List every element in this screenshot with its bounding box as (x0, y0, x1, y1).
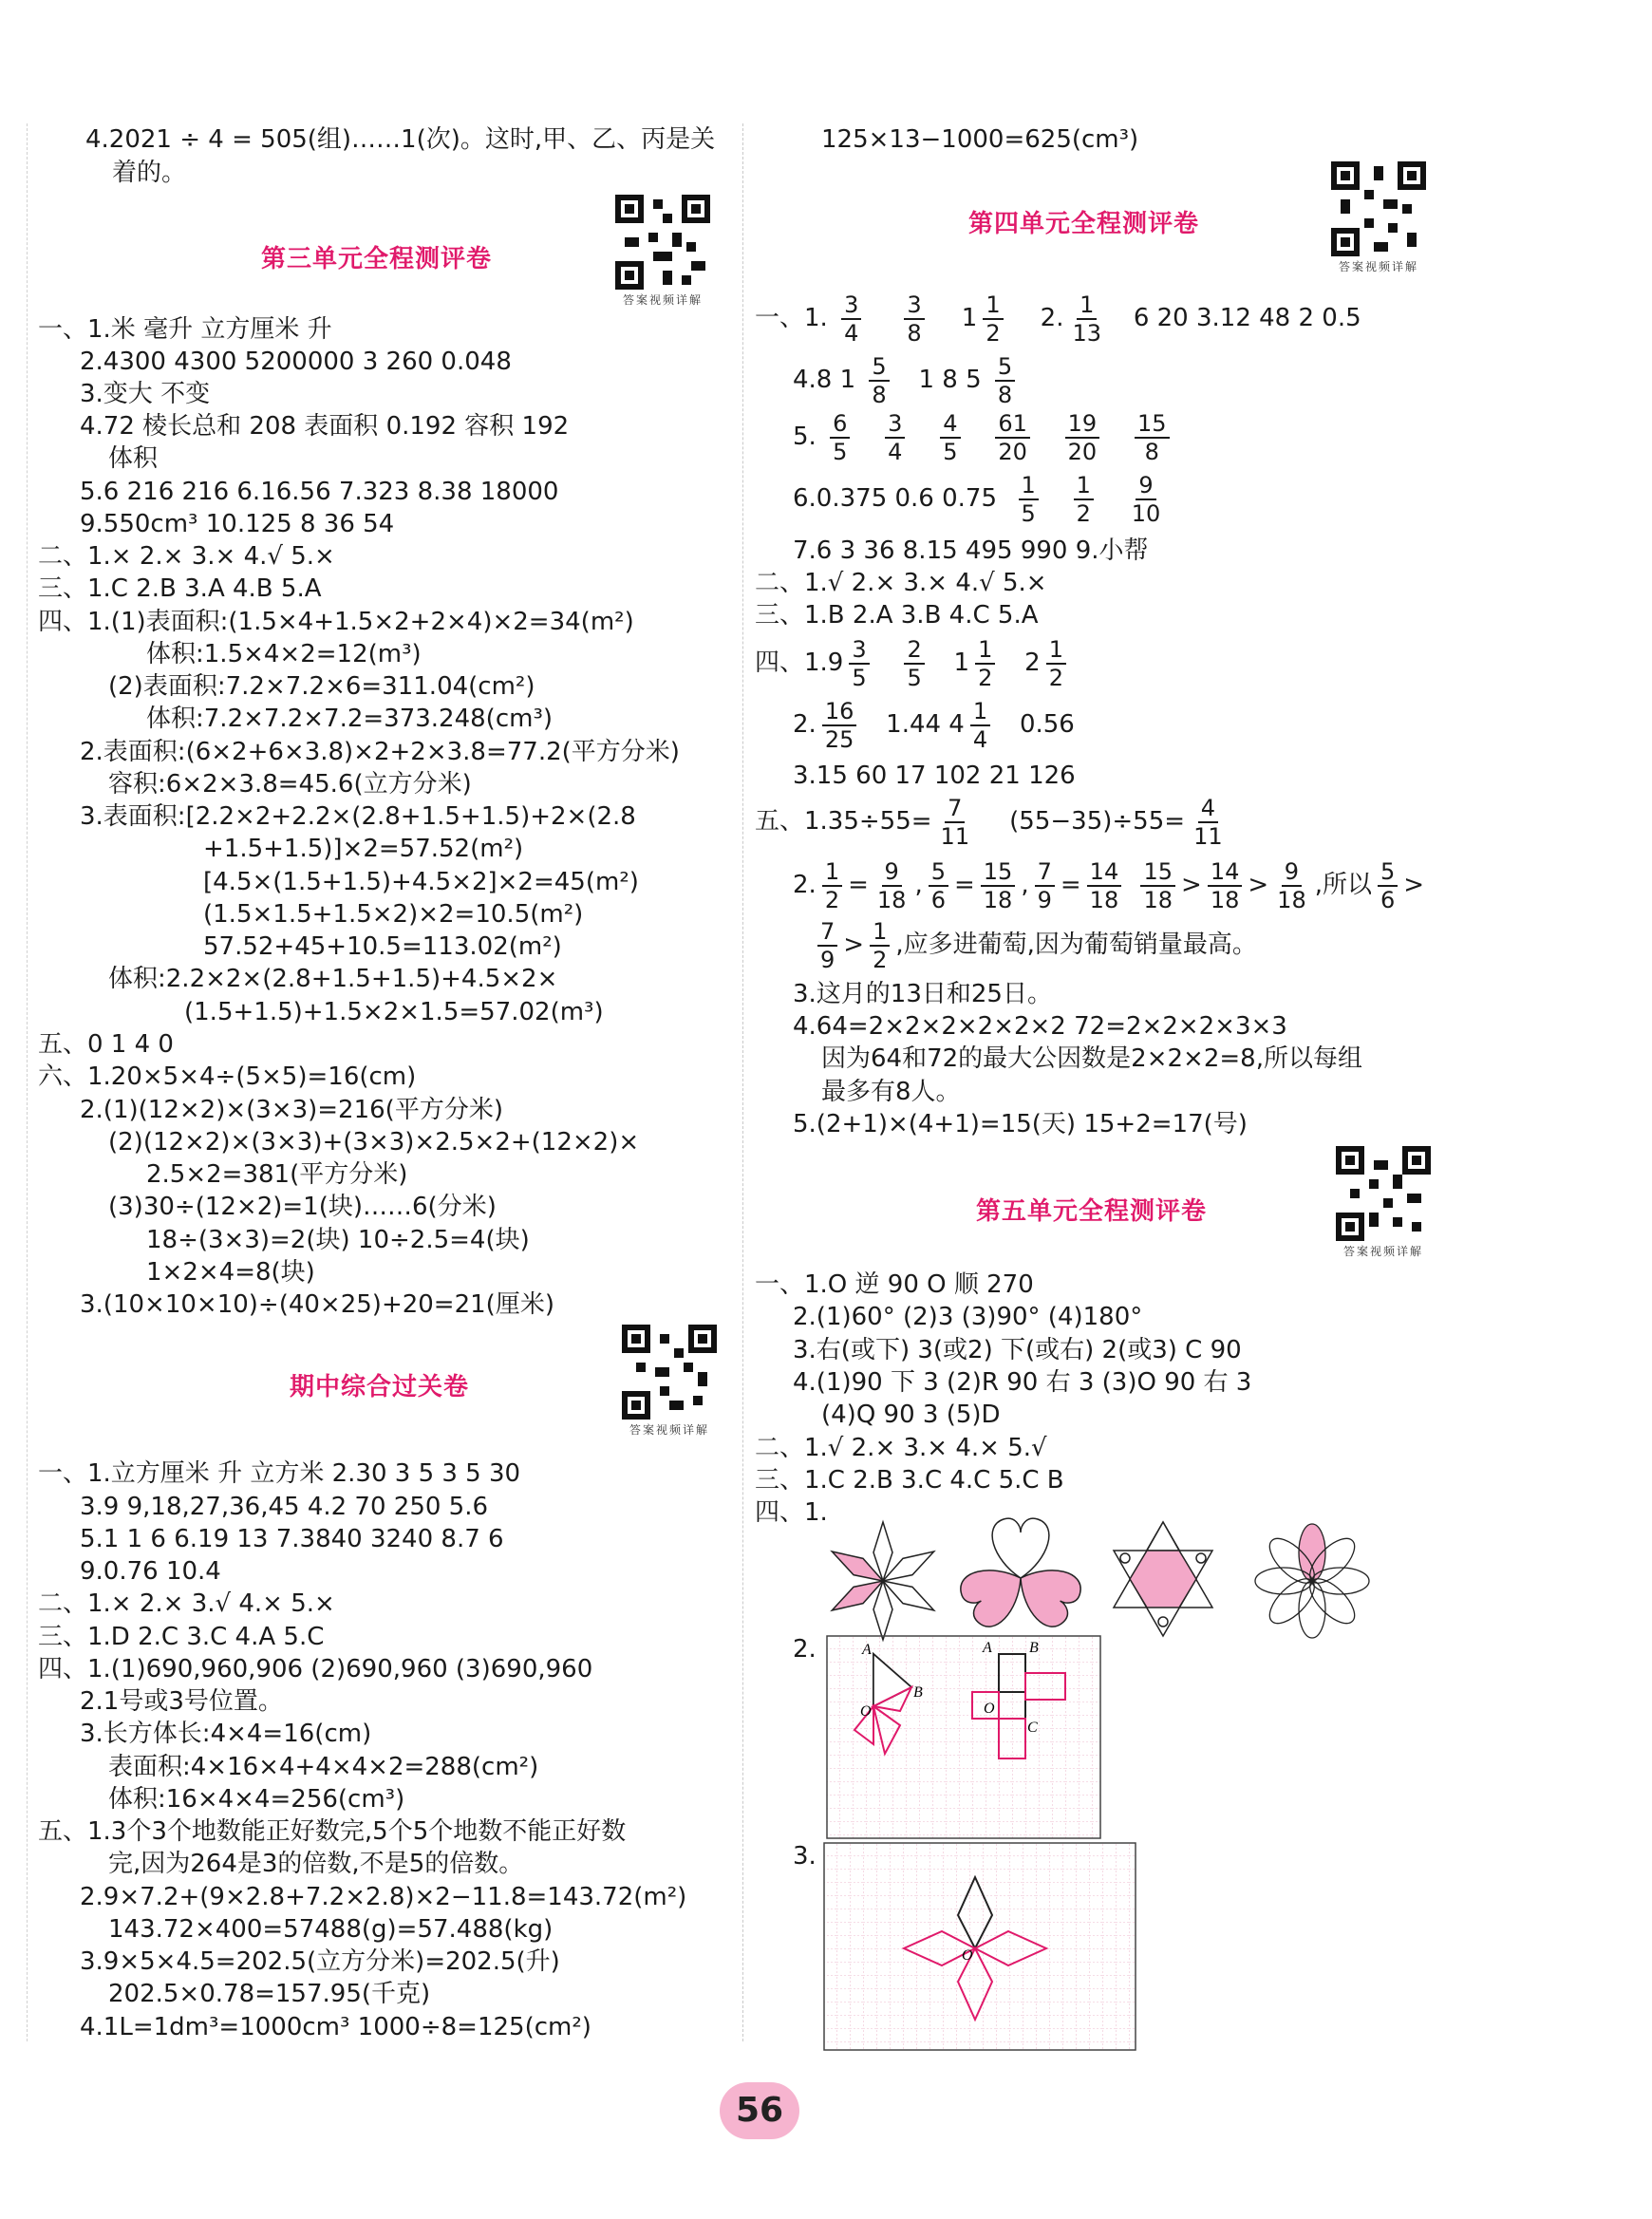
fraction: $\frac{5}{8}$ (869, 353, 889, 408)
answer-text: 五、1.35÷55= (755, 807, 932, 836)
answer-text: 4.8 1 (793, 366, 856, 394)
q-label: 一、1. (755, 304, 828, 332)
fraction: $\frac{4}{5}$ (940, 410, 960, 465)
answer-text: ,应多进葡萄,因为葡萄销量最高。 (895, 931, 1257, 959)
answer-text: 1 8 5 (918, 366, 982, 394)
answer-line: 二、1.× 2.× 3.× 4.√ 5.× (38, 542, 335, 571)
answer-line: 五、0 1 4 0 (38, 1030, 174, 1059)
fraction: $\frac{15}{18}$ (981, 858, 1016, 913)
mixed-whole: 2 (1024, 649, 1041, 677)
answer-text: (55−35)÷55= (1009, 807, 1186, 836)
fraction: $\frac{7}{9}$ (1035, 858, 1055, 913)
grid-figure-3 (823, 1842, 1136, 2051)
fraction: $\frac{1}{2}$ (870, 918, 890, 973)
fraction: $\frac{1}{2}$ (822, 858, 842, 913)
figure-star-petals (821, 1519, 945, 1643)
answer-line: 3.长方体长:4×4=16(cm) (80, 1720, 372, 1748)
fraction: $\frac{5}{8}$ (995, 353, 1015, 408)
answer-line: 一、1.立方厘米 升 立方米 2.30 3 5 3 5 30 (38, 1459, 521, 1488)
fraction: $\frac{9}{18}$ (1277, 857, 1306, 913)
qr-code-unit4[interactable] (1331, 161, 1426, 274)
unit5-title: 第五单元全程测评卷 (976, 1197, 1208, 1226)
fraction: $\frac{3}{5}$ (849, 636, 869, 691)
answer-line: 3.15 60 17 102 21 126 (793, 762, 1076, 790)
fraction: $\frac{5}{6}$ (1378, 858, 1398, 913)
fraction: $\frac{7}{9}$ (817, 918, 837, 973)
label-C: C (1027, 1720, 1038, 1736)
answer-line-fractions: 2. $\frac{1}{2}$ = $\frac{9}{18}$ , $\frac{5}{6}$ = $\frac{15}{18}$ , $\frac{7}{9}$ = $\frac{14}{18}$ $\frac{15}{18}$ > $\frac{14}{18}$ > $\frac{9}{18}$ ,所以 $\frac{5}{6}$ > (793, 857, 1425, 913)
fraction: $\frac{1}{2}$ (975, 636, 995, 691)
answer-line: 六、1.20×5×4÷(5×5)=16(cm) (38, 1062, 417, 1091)
grid-figure-2 (826, 1635, 1101, 1839)
answer-line: 143.72×400=57488(g)=57.488(kg) (108, 1915, 554, 1944)
qr-icon (1331, 161, 1426, 256)
fraction: $\frac{16}{25}$ (822, 698, 857, 753)
answer-line: 四、1.(1)表面积:(1.5×4+1.5×2+2×4)×2=34(m²) (38, 608, 634, 636)
mixed-whole: 1 (961, 304, 978, 332)
answer-line: 57.52+45+10.5=113.02(m²) (203, 932, 562, 961)
answer-line: 三、1.D 2.C 3.C 4.A 5.C (38, 1623, 325, 1651)
answer-text: 0.56 (1019, 710, 1075, 739)
answer-line: (2)表面积:7.2×7.2×6=311.04(cm²) (108, 672, 535, 701)
fraction: $\frac{14}{18}$ (1208, 858, 1243, 913)
midterm-title: 期中综合过关卷 (290, 1373, 470, 1401)
fraction: $\frac{15}{18}$ (1140, 858, 1175, 913)
answer-line: 1×2×4=8(块) (146, 1258, 315, 1287)
answer-line: 5.(2+1)×(4+1)=15(天) 15+2=17(号) (793, 1110, 1248, 1138)
fraction: $\frac{5}{6}$ (929, 858, 948, 913)
answer-line: 容积:6×2×3.8=45.6(立方分米) (108, 770, 472, 799)
answer-line: 3.9 9,18,27,36,45 4.2 70 250 5.6 (80, 1493, 489, 1521)
answer-line: 3.9×5×4.5=202.5(立方分米)=202.5(升) (80, 1947, 560, 1976)
answer-line-fractions (755, 290, 1361, 347)
answer-line: 9.550cm³ 10.125 8 36 54 (80, 510, 395, 538)
answer-line: 18÷(3×3)=2(块) 10÷2.5=4(块) (146, 1226, 530, 1254)
answer-line: 2.5×2=381(平方分米) (146, 1160, 408, 1189)
answer-line: 3.表面积:[2.2×2+2.2×(2.8+1.5+1.5)+2×(2.8 (80, 802, 636, 831)
answer-line: 一、1.米 毫升 立方厘米 升 (38, 315, 332, 344)
answer-line: 3.这月的13日和25日。 (793, 980, 1052, 1008)
answer-line: 二、1.× 2.× 3.√ 4.× 5.× (38, 1589, 335, 1618)
mixed-whole: 1 (953, 649, 970, 677)
qr-code-midterm[interactable] (622, 1325, 717, 1438)
answer-line: 3.变大 不变 (80, 380, 211, 408)
answer-line: 二、1.√ 2.× 3.× 4.× 5.√ (755, 1434, 1047, 1462)
answer-line: 2.(1)60° (2)3 (3)90° (4)180° (793, 1303, 1143, 1331)
figure-flower (1248, 1517, 1377, 1645)
qr-code-unit5[interactable] (1336, 1146, 1431, 1259)
fraction: $\frac{7}{11}$ (940, 794, 970, 850)
label-B: B (913, 1684, 923, 1701)
label-O2: O (984, 1701, 995, 1717)
column-divider (742, 123, 743, 2041)
answer-text: 四、1.9 (755, 649, 844, 677)
fraction: $\frac{14}{18}$ (1087, 858, 1122, 913)
qr-icon (615, 195, 710, 290)
q-label: 2. (793, 710, 817, 739)
label-A2: A (983, 1640, 992, 1656)
answer-line: 完,因为264是3的倍数,不是5的倍数。 (108, 1850, 524, 1878)
figure-hexagram (1101, 1517, 1225, 1641)
fraction: $\frac{19}{20}$ (1065, 410, 1100, 465)
answer-line: 因为64和72的最大公因数是2×2×2=8,所以每组 (821, 1044, 1362, 1073)
answer-line: 四、1.(1)690,960,906 (2)690,960 (3)690,960 (38, 1655, 593, 1683)
answer-line: 着的。 (112, 159, 187, 187)
answer-text: 6 20 3.12 48 2 0.5 (1133, 304, 1361, 332)
fraction: $\frac{3}{4}$ (841, 291, 861, 347)
answer-line: 体积:2.2×2×(2.8+1.5+1.5)+4.5×2× (108, 965, 558, 993)
fraction: $\frac{1}{4}$ (970, 698, 990, 753)
answer-line: 体积 (108, 444, 159, 473)
qr-caption: 答案视频详解 (1342, 1245, 1423, 1258)
answer-line: +1.5+1.5)]×2=57.52(m²) (203, 835, 524, 863)
answer-line: (2)(12×2)×(3×3)+(3×3)×2.5×2+(12×2)× (108, 1128, 640, 1157)
label-O: O (860, 1703, 872, 1720)
answer-line-fractions (793, 470, 1169, 527)
answer-line-fractions: $\frac{7}{9}$ > $\frac{1}{2}$ ,应多进葡萄,因为葡萄销量最高。 (812, 916, 1257, 973)
answer-line: 四、1. (755, 1498, 828, 1527)
qr-icon (622, 1325, 717, 1420)
answer-line-fractions (793, 351, 1021, 408)
fraction: $\frac{15}{8}$ (1135, 410, 1170, 465)
answer-line: 2.4300 4300 5200000 3 260 0.048 (80, 348, 512, 376)
answer-line: 三、1.C 2.B 3.A 4.B 5.A (38, 574, 322, 603)
answer-line: 3.(10×10×10)÷(40×25)+20=21(厘米) (80, 1290, 554, 1319)
qr-code-unit3[interactable] (615, 195, 710, 308)
answer-line: 2.表面积:(6×2+6×3.8)×2+2×3.8=77.2(平方分米) (80, 738, 680, 766)
fraction: $\frac{1}{2}$ (1074, 472, 1094, 527)
fraction: $\frac{1}{5}$ (1019, 472, 1039, 527)
q-label: 2. (1040, 304, 1064, 332)
fraction: $\frac{9}{10}$ (1131, 471, 1161, 527)
q-label: 2. (793, 1635, 817, 1664)
fraction: $\frac{9}{18}$ (876, 857, 907, 913)
qr-caption: 答案视频详解 (1338, 260, 1418, 273)
answer-line: 一、1.O 逆 90 O 顺 270 (755, 1270, 1034, 1299)
fraction: $\frac{4}{11}$ (1193, 794, 1223, 850)
answer-line: 体积:16×4×4=256(cm³) (108, 1785, 405, 1814)
margin-line (27, 123, 28, 2041)
answer-line: 表面积:4×16×4+4×4×2=288(cm²) (108, 1753, 539, 1781)
answer-line: 2.(1)(12×2)×(3×3)=216(平方分米) (80, 1096, 503, 1124)
answer-line: 5.6 216 216 6.16.56 7.323 8.38 18000 (80, 478, 559, 506)
answer-line: 五、1.3个3个地数能正好数完,5个5个地数不能正好数 (38, 1817, 627, 1846)
answer-line: 体积:7.2×7.2×7.2=373.248(cm³) (146, 705, 554, 733)
label-B2: B (1029, 1640, 1039, 1656)
fraction: $\frac{2}{5}$ (904, 636, 924, 691)
answer-line: 2.1号或3号位置。 (80, 1687, 283, 1716)
answer-line: 4.72 棱长总和 208 表面积 0.192 容积 192 (80, 412, 570, 441)
answer-line: (1.5×1.5+1.5×2)×2=10.5(m²) (203, 900, 584, 929)
fraction: $\frac{1}{2}$ (983, 291, 1003, 347)
answer-text: 1.44 4 (886, 710, 965, 739)
answer-line-fractions (793, 408, 1175, 465)
answer-line-fractions (793, 696, 1075, 753)
q-label: 2. (793, 871, 817, 899)
answer-line: 最多有8人。 (821, 1078, 961, 1106)
answer-line: 5.1 1 6 6.19 13 7.3840 3240 8.7 6 (80, 1525, 504, 1553)
qr-caption: 答案视频详解 (629, 1423, 709, 1437)
qr-icon (1336, 1146, 1431, 1241)
figure-heart-clover (954, 1510, 1087, 1643)
q-label: 3. (793, 1842, 817, 1871)
answer-line: (1.5+1.5)+1.5×2×1.5=57.02(m³) (184, 998, 604, 1026)
answer-line: 4.1L=1dm³=1000cm³ 1000÷8=125(cm²) (80, 2013, 591, 2041)
answer-line: 4.2021 ÷ 4 = 505(组)……1(次)。这时,甲、乙、丙是关 (85, 125, 716, 154)
page-number: 56 (720, 2082, 799, 2139)
fraction: $\frac{1}{13}$ (1072, 291, 1102, 347)
answer-line: 2.9×7.2+(9×2.8+7.2×2.8)×2−11.8=143.72(m²) (80, 1883, 687, 1911)
fraction: $\frac{61}{20}$ (995, 410, 1030, 465)
label-O3: O (962, 1947, 973, 1964)
q-label: 5. (793, 423, 817, 451)
answer-line: 三、1.C 2.B 3.C 4.C 5.C B (755, 1466, 1064, 1495)
answer-line-fractions (755, 634, 1072, 691)
answer-line: 9.0.76 10.4 (80, 1557, 221, 1586)
answer-line: (4)Q 90 3 (5)D (821, 1401, 1001, 1429)
answer-line: 7.6 3 36 8.15 495 990 9.小帮 (793, 536, 1149, 565)
fraction: $\frac{6}{5}$ (830, 410, 850, 465)
answer-line: 三、1.B 2.A 3.B 4.C 5.A (755, 601, 1039, 630)
answer-line: 4.(1)90 下 3 (2)R 90 右 3 (3)O 90 右 3 (793, 1368, 1252, 1397)
unit4-title: 第四单元全程测评卷 (968, 210, 1200, 238)
label-A: A (862, 1642, 872, 1658)
answer-line: 二、1.√ 2.× 3.× 4.√ 5.× (755, 569, 1047, 597)
answer-line: 4.64=2×2×2×2×2×2 72=2×2×2×3×3 (793, 1012, 1287, 1041)
answer-line: [4.5×(1.5+1.5)+4.5×2]×2=45(m²) (203, 868, 639, 896)
answer-text: 6.0.375 0.6 0.75 (793, 484, 998, 513)
unit3-title: 第三单元全程测评卷 (261, 245, 493, 273)
answer-line: 3.右(或下) 3(或2) 下(或右) 2(或3) C 90 (793, 1336, 1242, 1364)
answer-line: 125×13−1000=625(cm³) (821, 125, 1139, 154)
answer-line-fractions (755, 793, 1231, 850)
fraction: $\frac{3}{4}$ (885, 410, 905, 465)
fraction: $\frac{1}{2}$ (1046, 636, 1066, 691)
qr-caption: 答案视频详解 (622, 293, 703, 307)
fraction: $\frac{3}{8}$ (904, 291, 924, 347)
answer-line: 体积:1.5×4×2=12(m³) (146, 640, 422, 668)
answer-line: (3)30÷(12×2)=1(块)……6(分米) (108, 1193, 497, 1221)
answer-line: 202.5×0.78=157.95(千克) (108, 1980, 431, 2008)
